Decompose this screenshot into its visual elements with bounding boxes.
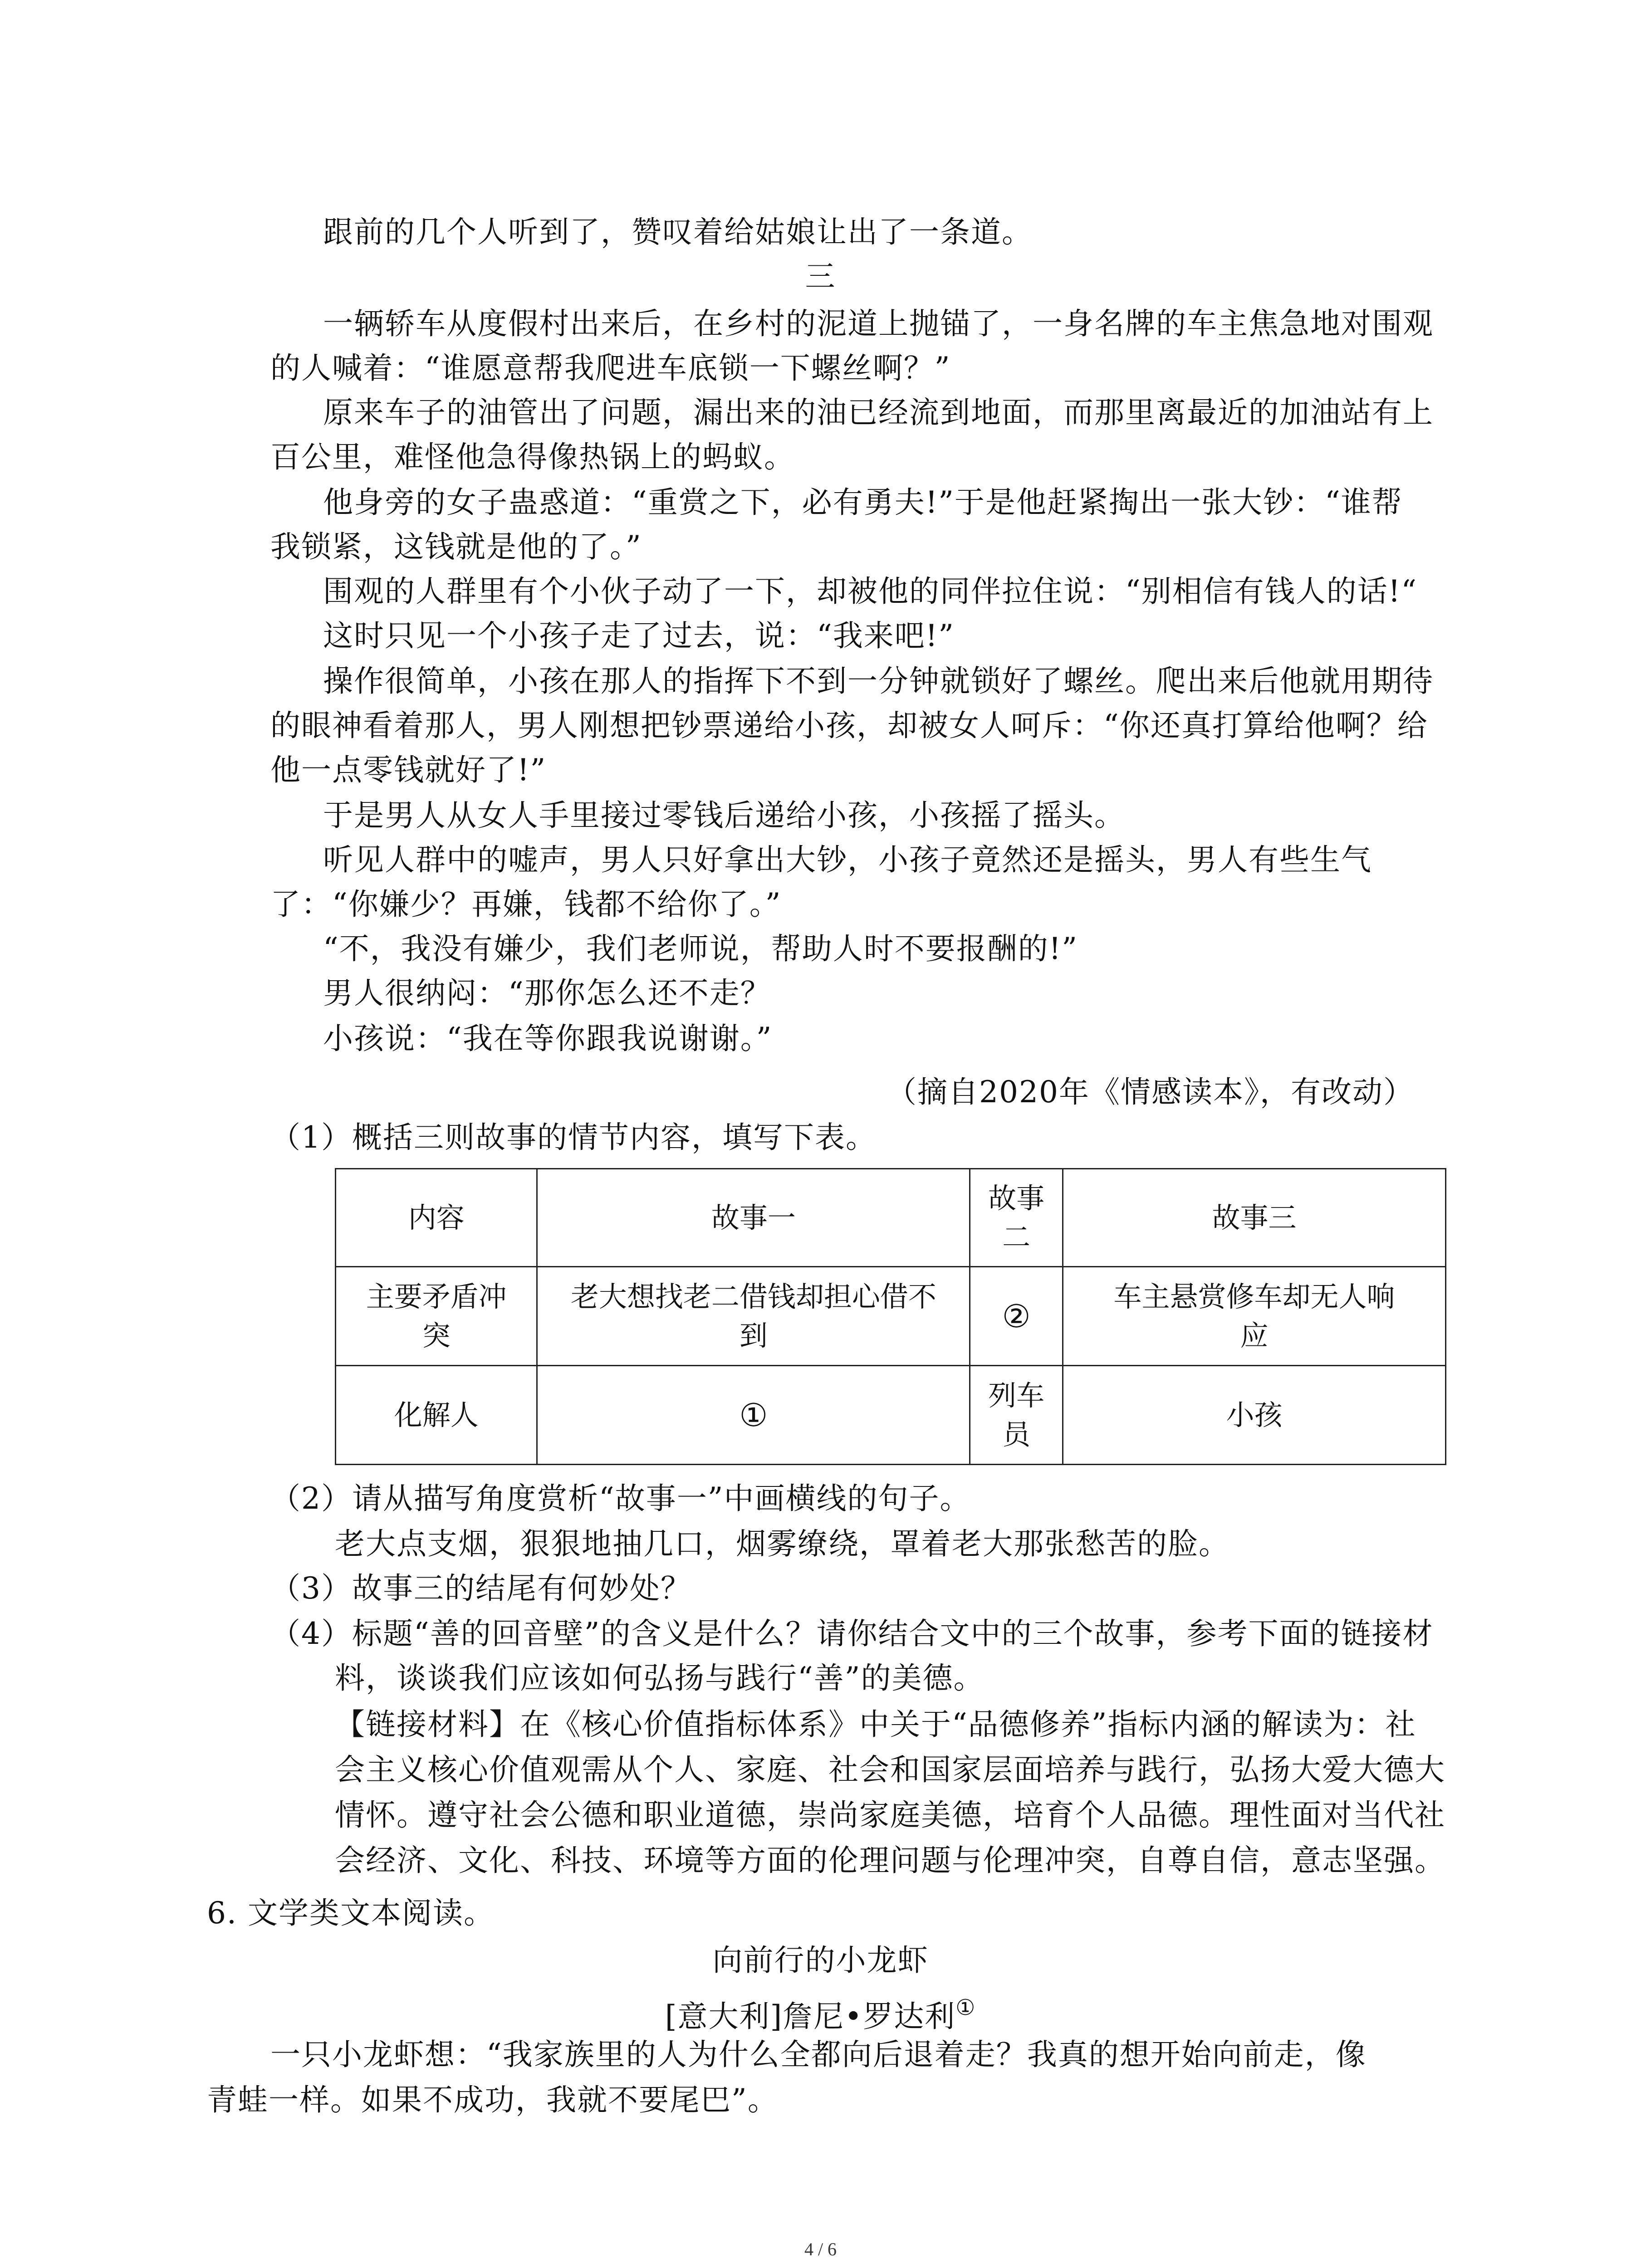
author-name: [意大利]詹尼•罗达利 bbox=[665, 1999, 956, 2034]
cell-line: 突 bbox=[422, 1319, 451, 1352]
cell-line: 列车 bbox=[988, 1378, 1045, 1412]
cell-line: 到 bbox=[739, 1319, 768, 1352]
blank-marker-2: ② bbox=[970, 1267, 1063, 1366]
question-4-continued: 料，谈谈我们应该如何弘扬与践行“善”的美德。 bbox=[335, 1661, 985, 1696]
story3-line: 听见人群中的嘘声，男人只好拿出大钞，小孩子竟然还是摇头，男人有些生气 bbox=[323, 842, 1372, 877]
author-footnote-marker: ① bbox=[955, 1995, 976, 2020]
story3-line: 这时只见一个小孩子走了过去，说：“我来吧!” bbox=[323, 618, 955, 653]
table-cell bbox=[537, 1267, 970, 1366]
summary-table bbox=[335, 1168, 1446, 1465]
story3-line: 百公里，难怪他急得像热锅上的蚂蚁。 bbox=[270, 440, 795, 474]
story3-line: 原来车子的油管出了问题，漏出来的油已经流到地面，而那里离最近的加油站有上 bbox=[323, 395, 1434, 430]
story3-line: 的人喊着：“谁愿意帮我爬进车底锁一下螺丝啊？” bbox=[270, 351, 951, 386]
question-1: （1）概括三则故事的情节内容，填写下表。 bbox=[270, 1120, 877, 1155]
table-cell bbox=[970, 1366, 1063, 1465]
question-3: （3）故事三的结尾有何妙处？ bbox=[270, 1571, 691, 1606]
table-header-row bbox=[336, 1169, 1446, 1267]
story3-line: 他一点零钱就好了!” bbox=[270, 753, 547, 787]
row-label-cell: 化解人 bbox=[336, 1366, 537, 1465]
source-citation: （摘自2020年《情感读本》，有改动） bbox=[887, 1075, 1414, 1110]
link-material-line: 会经济、文化、科技、环境等方面的伦理问题与伦理冲突，自尊自信，意志坚强。 bbox=[335, 1843, 1445, 1878]
story3-line: “不，我没有嫌少，我们老师说，帮助人时不要报酬的!” bbox=[323, 931, 1078, 966]
cell-line: 车主悬赏修车却无人响 bbox=[1113, 1280, 1395, 1313]
article-line: 一只小龙虾想：“我家族里的人为什么全都向后退着走？我真的想开始向前走，像 bbox=[270, 2037, 1367, 2072]
story3-line: 于是男人从女人手里接过零钱后递给小孩，小孩摇了摇头。 bbox=[323, 798, 1125, 833]
header-cell-line: 二 bbox=[1002, 1220, 1031, 1254]
blank-marker-1: ① bbox=[537, 1366, 970, 1465]
link-material-line: 【链接材料】在《核心价值指标体系》中关于“品德修养”指标内涵的解读为：社 bbox=[335, 1707, 1416, 1742]
section-6-label: 6. 文学类文本阅读。 bbox=[207, 1896, 495, 1931]
article-title: 向前行的小龙虾 bbox=[712, 1943, 929, 1978]
row-label-cell bbox=[336, 1267, 537, 1366]
cell-line: 老大想找老二借钱却担心借不 bbox=[570, 1280, 936, 1313]
question-4: （4）标题“善的回音壁”的含义是什么？请你结合文中的三个故事，参考下面的链接材 bbox=[270, 1616, 1434, 1651]
table-cell: 小孩 bbox=[1063, 1366, 1446, 1465]
header-cell: 内容 bbox=[336, 1169, 537, 1267]
story3-heading: 三 bbox=[805, 259, 836, 294]
story3-line: 围观的人群里有个小伙子动了一下，却被他的同伴拉住说：“别相信有钱人的话!“ bbox=[323, 574, 1418, 609]
story3-line: 一辆轿车从度假村出来后，在乡村的泥道上抛锚了，一身名牌的车主焦急地对围观 bbox=[323, 306, 1434, 341]
header-cell bbox=[970, 1169, 1063, 1267]
story3-line: 我锁紧，这钱就是他的了。” bbox=[270, 529, 642, 564]
cell-line: 员 bbox=[1002, 1418, 1031, 1451]
article-author bbox=[0, 1987, 1641, 2038]
page-number: 4 / 6 bbox=[804, 2239, 837, 2259]
header-cell: 故事一 bbox=[537, 1169, 970, 1267]
header-cell-line: 故事 bbox=[988, 1181, 1045, 1215]
table-row bbox=[336, 1267, 1446, 1366]
story2-last-paragraph: 跟前的几个人听到了，赞叹着给姑娘让出了一条道。 bbox=[323, 215, 1033, 249]
story3-line: 男人很纳闷：“那你怎么还不走？ bbox=[323, 976, 771, 1011]
cell-line: 应 bbox=[1240, 1319, 1269, 1352]
table-row bbox=[336, 1366, 1446, 1465]
question-2-sentence: 老大点支烟，狠狠地抽几口，烟雾缭绕，罩着老大那张愁苦的脸。 bbox=[335, 1526, 1230, 1561]
link-material-line: 会主义核心价值观需从个人、家庭、社会和国家层面培养与践行，弘扬大爱大德大 bbox=[335, 1752, 1445, 1787]
table-cell bbox=[1063, 1267, 1446, 1366]
story3-line: 的眼神看着那人，男人刚想把钞票递给小孩，却被女人呵斥：“你还真打算给他啊？给 bbox=[270, 708, 1428, 743]
story3-line: 小孩说：“我在等你跟我说谢谢。” bbox=[323, 1021, 773, 1056]
header-cell: 故事三 bbox=[1063, 1169, 1446, 1267]
question-2: （2）请从描写角度赏析“故事一”中画横线的句子。 bbox=[270, 1481, 971, 1516]
link-material-line: 情怀。遵守社会公德和职业道德，崇尚家庭美德，培育个人品德。理性面对当代社 bbox=[335, 1798, 1445, 1833]
cell-line: 主要矛盾冲 bbox=[366, 1280, 507, 1313]
story3-line: 了：“你嫌少？再嫌，钱都不给你了。” bbox=[270, 887, 782, 922]
story3-line: 操作很简单，小孩在那人的指挥下不到一分钟就锁好了螺丝。爬出来后他就用期待 bbox=[323, 664, 1434, 699]
story3-line: 他身旁的女子蛊惑道：“重赏之下，必有勇夫!”于是他赶紧掏出一张大钞：“谁帮 bbox=[323, 485, 1403, 520]
article-line: 青蛙一样。如果不成功，我就不要尾巴”。 bbox=[207, 2082, 779, 2117]
